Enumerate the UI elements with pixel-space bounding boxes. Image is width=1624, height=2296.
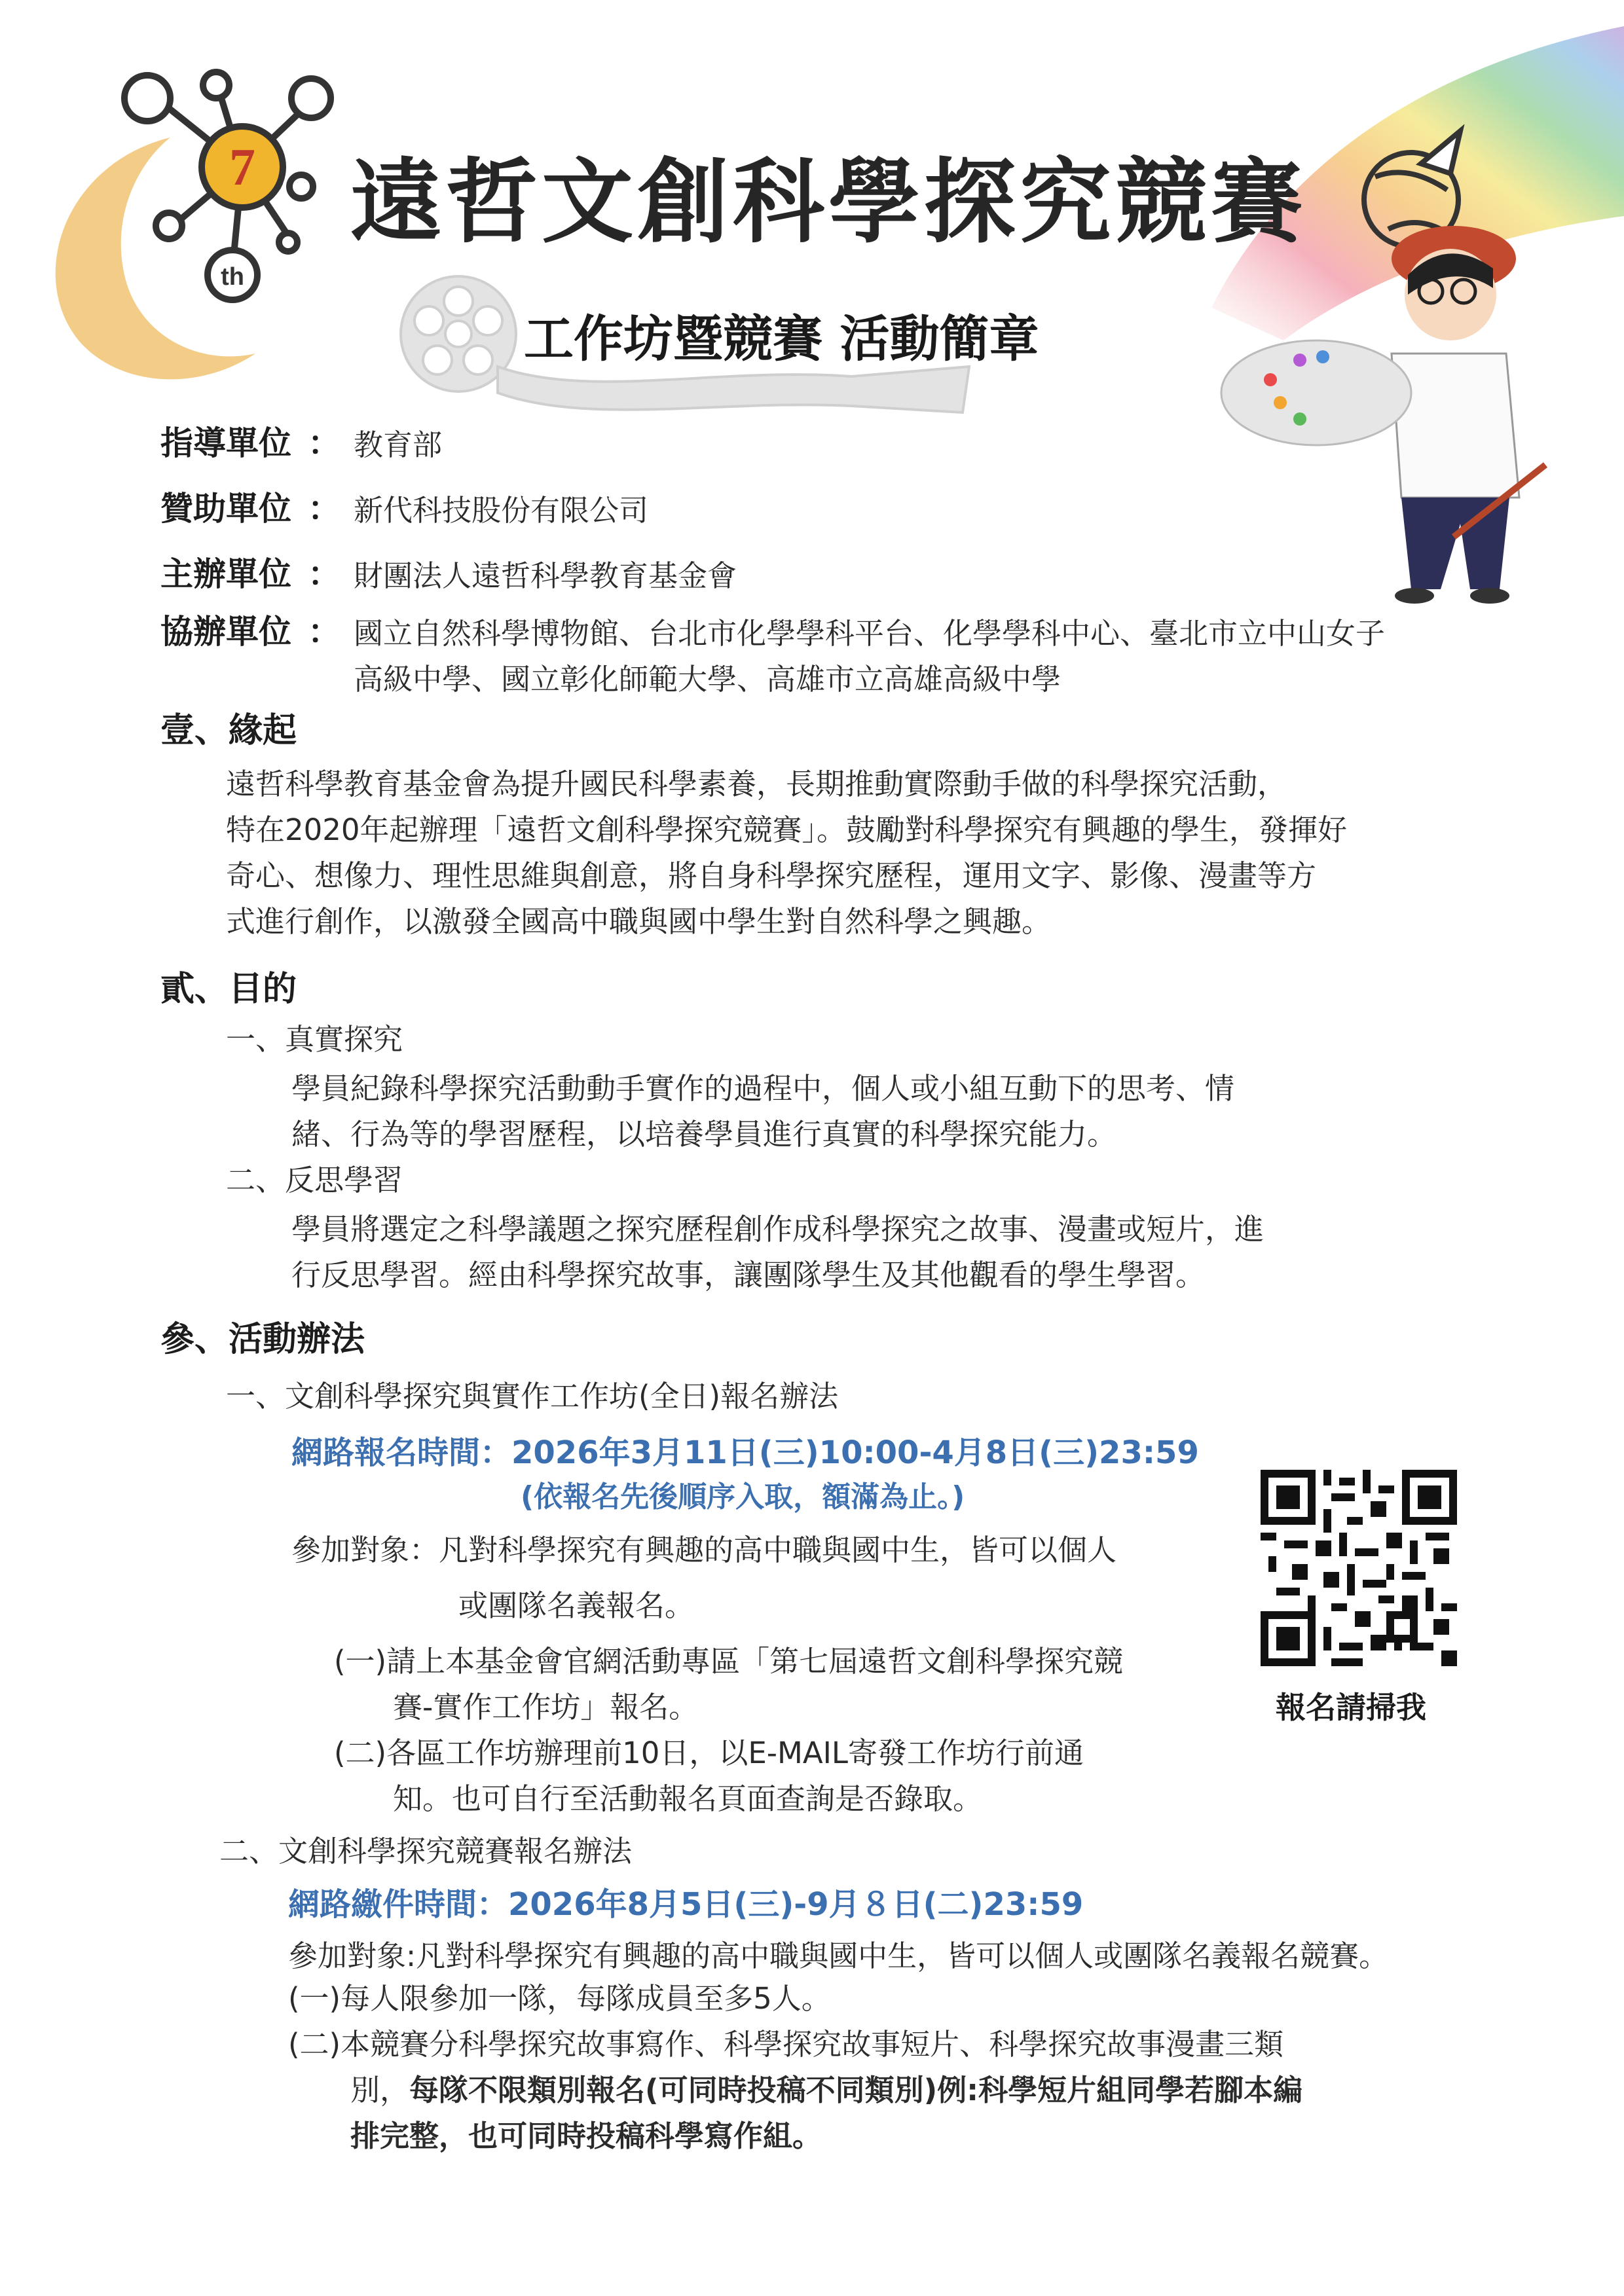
unit-label-coorganizer: 協辦單位 xyxy=(160,613,291,651)
edition-number: 7 xyxy=(229,139,255,196)
unit-value-coorganizer-cont: 高級中學、國立彰化師範大學、高雄市立高雄高級中學 xyxy=(354,662,1061,697)
unit-value-coorganizer: 國立自然科學博物館、台北市化學學科平台、化學學科中心、臺北市立中山女子 xyxy=(354,616,1386,651)
contest-rule-emphasis: 排完整，也可同時投稿科學寫作組。 xyxy=(350,2119,822,2153)
section-heading-method: 參、活動辦法 xyxy=(160,1320,365,1359)
section-heading-purpose: 貳、目的 xyxy=(160,970,297,1009)
contest-submission-time: 網路繳件時間：2026年8月5日(三)-9月８日(二)23:59 xyxy=(288,1886,1084,1923)
workshop-note-line: (一)請上本基金會官網活動專區「第七屆遠哲文創科學探究競 xyxy=(334,1644,1124,1679)
origin-paragraph-line: 遠哲科學教育基金會為提升國民科學素養，長期推動實際動手做的科學探究活動， xyxy=(226,767,1287,801)
workshop-target-line: 或團隊名義報名。 xyxy=(458,1588,695,1623)
contest-rule-line: (二)本競賽分科學探究故事寫作、科學探究故事短片、科學探究故事漫畫三類 xyxy=(288,2027,1284,2062)
purpose-item-line: 學員紀錄科學探究活動動手實作的過程中，個人或小組互動下的思考、情 xyxy=(291,1071,1235,1106)
contest-rule-line: (一)每人限參加一隊，每隊成員至多5人。 xyxy=(288,1981,831,2016)
subtitle: 工作坊暨競賽 活動簡章 xyxy=(524,310,1039,368)
purpose-item-title: 二、反思學習 xyxy=(226,1163,403,1197)
purpose-item-line: 學員將選定之科學議題之探究歷程創作成科學探究之故事、漫畫或短片，進 xyxy=(291,1212,1264,1247)
purpose-item-title: 一、真實探究 xyxy=(226,1022,403,1057)
purpose-item-line: 緒、行為等的學習歷程，以培養學員進行真實的科學探究能力。 xyxy=(291,1117,1117,1152)
origin-paragraph-line: 奇心、想像力、理性思維與創意，將自身科學探究歷程，運用文字、影像、漫畫等方 xyxy=(226,858,1317,893)
unit-label-sponsor: 贊助單位 xyxy=(160,490,291,528)
registration-qr-code[interactable] xyxy=(1261,1470,1457,1666)
section-heading-origin: 壹、緣起 xyxy=(160,711,297,750)
contest-rule-emphasis: 每隊不限類別報名(可同時投稿不同類別)例:科學短片組同學若腳本編 xyxy=(409,2073,1303,2107)
workshop-registration-note: (依報名先後順序入取，額滿為止。) xyxy=(521,1480,965,1514)
workshop-note-line: (二)各區工作坊辦理前10日，以E-MAIL寄發工作坊行前通 xyxy=(334,1736,1084,1770)
unit-colon: ： xyxy=(308,490,341,528)
contest-title: 二、文創科學探究競賽報名辦法 xyxy=(219,1834,633,1868)
origin-paragraph-line: 特在2020年起辦理「遠哲文創科學探究競賽」。鼓勵對科學探究有興趣的學生，發揮好 xyxy=(226,812,1348,847)
unit-value-guidance: 教育部 xyxy=(354,428,443,462)
workshop-note-line: 賽-實作工作坊」報名。 xyxy=(393,1690,699,1724)
unit-label-organizer: 主辦單位 xyxy=(160,555,291,593)
workshop-note-line: 知。也可自行至活動報名頁面查詢是否錄取。 xyxy=(393,1781,983,1816)
edition-suffix: th xyxy=(221,263,244,291)
unit-colon: ： xyxy=(308,613,341,651)
unit-value-organizer: 財團法人遠哲科學教育基金會 xyxy=(354,558,737,593)
unit-label-guidance: 指導單位 xyxy=(160,424,291,462)
unit-colon: ： xyxy=(308,555,341,593)
contest-rule-text: 別， xyxy=(350,2073,410,2107)
contest-target: 參加對象:凡對科學探究有興趣的高中職與國中生，皆可以個人或團隊名義報名競賽。 xyxy=(288,1939,1389,1973)
workshop-target-line: 參加對象：凡對科學探究有興趣的高中職與國中生，皆可以個人 xyxy=(291,1533,1117,1567)
unit-value-sponsor: 新代科技股份有限公司 xyxy=(354,493,649,528)
contest-rule-line xyxy=(350,2075,1302,2105)
workshop-registration-time: 網路報名時間：2026年3月11日(三)10:00-4月8日(三)23:59 xyxy=(291,1434,1199,1471)
qr-caption: 報名請掃我 xyxy=(1276,1690,1426,1725)
unit-colon: ： xyxy=(308,424,341,462)
origin-paragraph-line: 式進行創作，以激發全國高中職與國中學生對自然科學之興趣。 xyxy=(226,904,1052,939)
workshop-title: 一、文創科學探究與實作工作坊(全日)報名辦法 xyxy=(226,1379,839,1413)
purpose-item-line: 行反思學習。經由科學探究故事，讓團隊學生及其他觀看的學生學習。 xyxy=(291,1258,1206,1292)
main-title: 遠哲文創科學探究競賽 xyxy=(350,149,1307,256)
